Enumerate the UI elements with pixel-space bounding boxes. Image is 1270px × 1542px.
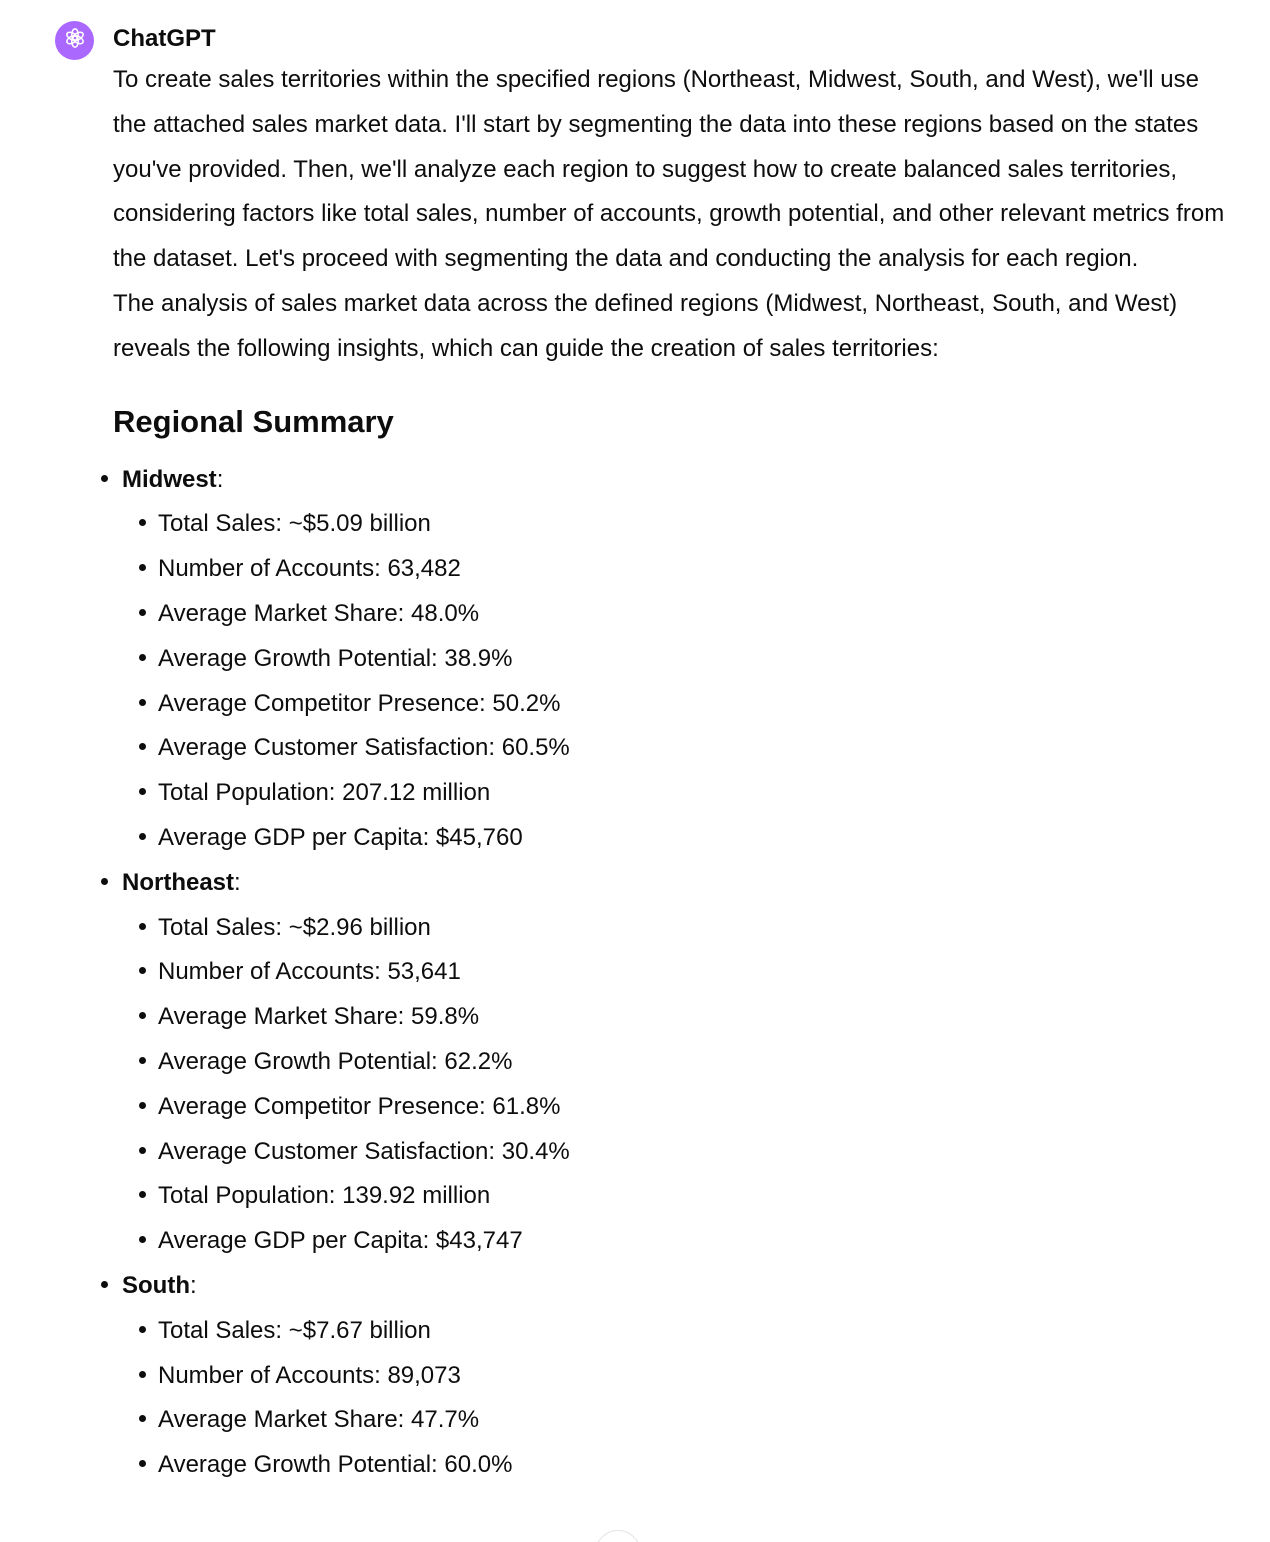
metric-item: Average Customer Satisfaction: 60.5% (158, 726, 1214, 771)
metric-item: Number of Accounts: 89,073 (158, 1354, 1214, 1399)
metric-item: Total Sales: ~$7.67 billion (158, 1309, 1214, 1354)
region-item-northeast: Northeast: Total Sales: ~$2.96 billion Number of Accounts: 53,641 Average Market Share: 59.8% Average Growth Potential: 62.2% Average Competitor Presence: 61.8% Average Customer Satisfaction: 30.4% Total Population: 139.92 million Average GDP per Capita: $43,747 (99, 861, 1214, 1264)
metric-item: Average GDP per Capita: $43,747 (158, 1219, 1214, 1264)
region-name: Northeast (122, 868, 235, 896)
analysis-paragraph: The analysis of sales market data across the defined regions (Midwest, Northeast, South, and West) reveals the following insights, which can guide the creation of sales territories: (113, 289, 1178, 362)
metric-item: Total Sales: ~$2.96 billion (158, 906, 1214, 951)
scroll-down-button[interactable] (595, 1530, 641, 1542)
message-content (113, 58, 1228, 1488)
metric-item: Average Competitor Presence: 61.8% (158, 1085, 1214, 1130)
regions-list (99, 458, 1214, 1488)
metric-item: Number of Accounts: 53,641 (158, 950, 1214, 995)
metric-item: Average Market Share: 48.0% (158, 592, 1214, 637)
metric-item: Total Population: 207.12 million (158, 771, 1214, 816)
metric-item: Total Population: 139.92 million (158, 1174, 1214, 1219)
region-name: South (122, 1271, 190, 1299)
message-author: ChatGPT (113, 25, 216, 52)
region-item-south: South: Total Sales: ~$7.67 billion Number of Accounts: 89,073 Average Market Share: 47.7% Average Growth Potential: 60.0% (99, 1264, 1214, 1488)
metric-item: Average GDP per Capita: $45,760 (158, 816, 1214, 861)
metrics-list (122, 1309, 1214, 1488)
section-heading: Regional Summary (113, 403, 394, 439)
intro-paragraph: To create sales territories within the specified regions (Northeast, Midwest, South, and West), we'll use the attached sales market data. I'll start by segmenting the data into these regions based on the states you've provided. Then, we'll analyze each region to suggest how to create balanced sales territories, considering factors like total sales, number of accounts, growth potential, and other relevant metrics from the dataset. Let's proceed with segmenting the data and conducting the analysis for each region. (113, 66, 1225, 273)
openai-logo-icon (62, 25, 88, 56)
assistant-avatar (55, 21, 94, 60)
metric-item: Total Sales: ~$5.09 billion (158, 502, 1214, 547)
metric-item: Average Customer Satisfaction: 30.4% (158, 1130, 1214, 1175)
region-name: Midwest (122, 465, 217, 493)
metric-item: Number of Accounts: 63,482 (158, 547, 1214, 592)
metrics-list (122, 906, 1214, 1264)
metric-item: Average Growth Potential: 38.9% (158, 637, 1214, 682)
metric-item: Average Growth Potential: 60.0% (158, 1443, 1214, 1488)
metric-item: Average Market Share: 47.7% (158, 1398, 1214, 1443)
region-item-midwest: Midwest: Total Sales: ~$5.09 billion Number of Accounts: 63,482 Average Market Share: 48.0% Average Growth Potential: 38.9% Average Competitor Presence: 50.2% Average Customer Satisfaction: 60.5% Total Population: 207.12 million Average GDP per Capita: $45,760 (99, 458, 1214, 861)
metric-item: Average Market Share: 59.8% (158, 995, 1214, 1040)
metric-item: Average Competitor Presence: 50.2% (158, 682, 1214, 727)
metric-item: Average Growth Potential: 62.2% (158, 1040, 1214, 1085)
metrics-list (122, 502, 1214, 860)
